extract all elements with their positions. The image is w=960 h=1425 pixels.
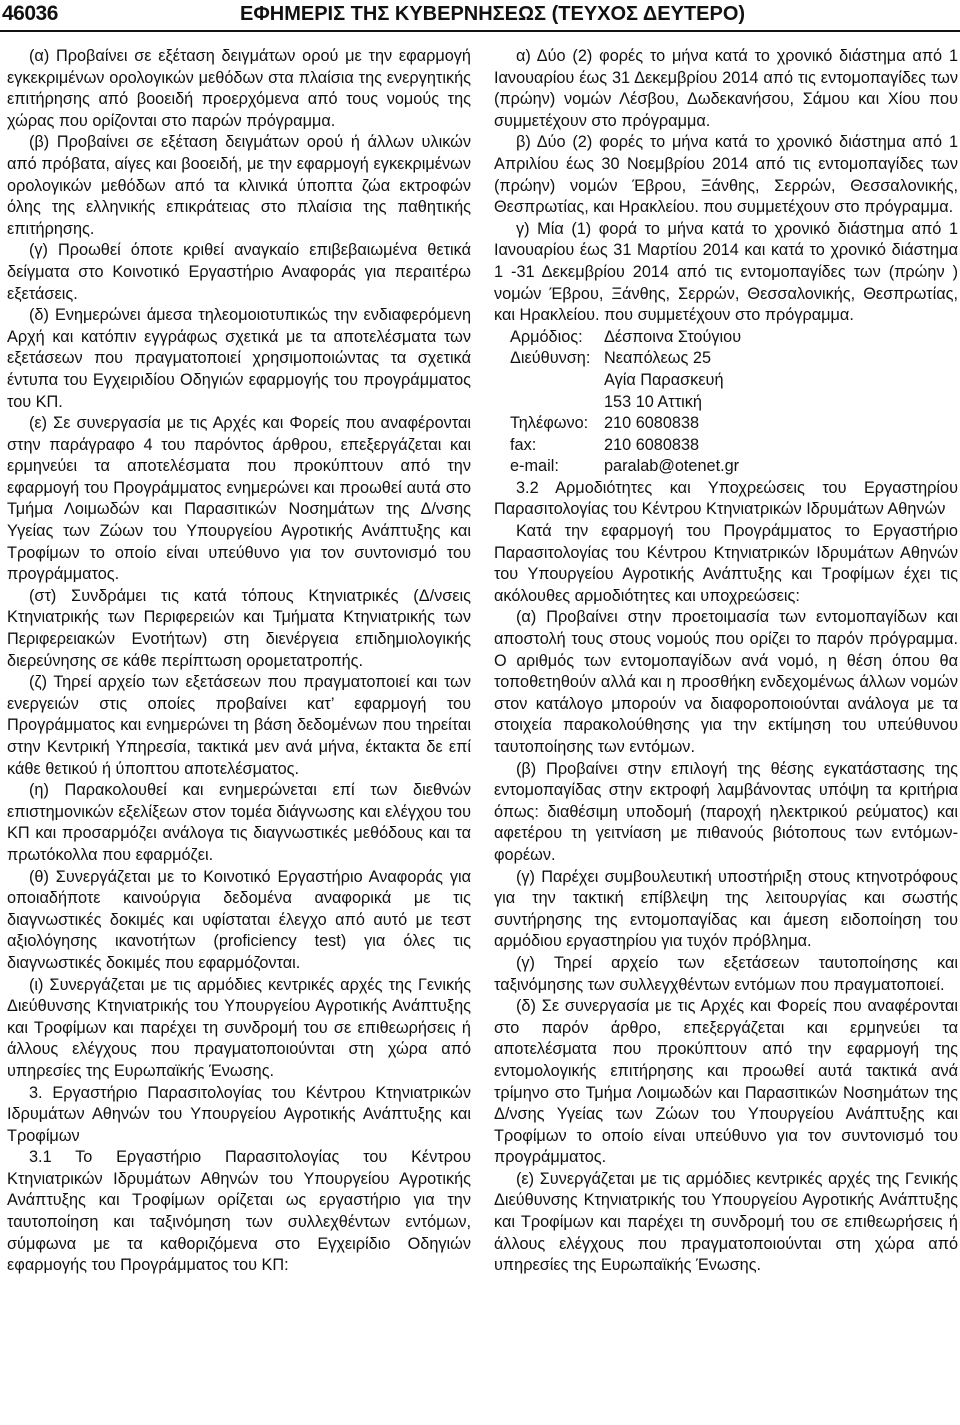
paragraph: (α) Προβαίνει στην προετοιμασία των εντομοπαγίδων και αποστολή τους στους νομούς που ορίζει το παρόν πρόγραμμα. Ο αριθμός των εντομοπαγίδων ανά νομό, η θέση όπου θα τοποθετηθούν αλλά και η προσθήκη ενδεχομένως άλλων νομών στον κατάλογο μπορούν να διαφοροποιούνται ανάλογα με τα στοιχεία παρακολούθησης για την εκτίμηση του υπεύθυνου ταυτοποίησης των εντόμων.: [494, 608, 958, 756]
fax-label: fax:: [510, 435, 537, 454]
header-rule: [0, 30, 960, 32]
phone-label: Τηλέφωνο:: [510, 414, 589, 433]
paragraph: (στ) Συνδράμει τις κατά τόπους Κτηνιατρικές (Δ/νσεις Κτηνιατρικής των Περιφερειών και Τμήματα Κτηνιατρικής των Περιφερειακών Ενοτήτων) στη διενέργεια επιδημιολογικής διερεύνησης σε κάθε περίπτωση ορομετατροπής.: [7, 586, 471, 670]
phone-value: 210 6080838: [604, 414, 700, 433]
paragraph: α) Δύο (2) φορές το μήνα κατά το χρονικό διάστημα από 1 Ιανουαρίου έως 31 Δεκεμβρίου 2014 από τις εντομοπαγίδες των (πρώην) νομών Λέσβου, Δωδεκανήσου, Σάμου και Χίου που συμμετέχουν στο πρόγραμμα.: [494, 47, 958, 130]
address-line: Αγία Παρασκευή: [604, 370, 724, 389]
paragraph: (β) Προβαίνει σε εξέταση δειγμάτων ορού ή άλλων υλικών από πρόβατα, αίγες και βοοειδή, με την εφαρμογή εγκεκριμένων ορολογικών μεθόδων από τα κλινικά ύποπτα ζώα εκτροφών όλης της ελληνικής επικράτειας στο πλαίσια της παθητικής επιτήρησης.: [7, 133, 471, 238]
paragraph: (α) Προβαίνει σε εξέταση δειγμάτων ορού με την εφαρμογή εγκεκριμένων ορολογικών μεθόδων στα πλαίσια της ενεργητικής επιτήρησης από βοοειδή προερχόμενα από τους νομούς της χώρας που ορίζονται στο παρών πρόγραμμα.: [7, 47, 471, 130]
page-number: 46036: [2, 2, 58, 25]
right-column: [494, 46, 958, 1277]
section-heading: 3. Εργαστήριο Παρασιτολογίας του Κέντρου Κτηνιατρικών Ιδρυμάτων Αθηνών του Υπουργείου Αγροτικής Ανάπτυξης και Τροφίμων: [7, 1083, 471, 1145]
paragraph: (γ) Προωθεί όποτε κριθεί αναγκαίο επιβεβαιωμένα θετικά δείγματα στο Κοινοτικό Εργαστήριο Αναφοράς για περαιτέρω εξετάσεις.: [7, 241, 471, 303]
paragraph: γ) Μία (1) φορά το μήνα κατά το χρονικό διάστημα από 1 Ιανουαρίου έως 31 Μαρτίου 2014 και κατά το χρονικό διάστημα 1 -31 Δεκεμβρίου 2014 από τις εντομοπαγίδες των (πρώην ) νομών Έβρου, Ξάνθης, Σερρών, Θεσσαλονικής, Θεσπρωτίας, και Ηρακλείου. που συμμετέχουν στο πρόγραμμα.: [494, 219, 958, 325]
paragraph: (ι) Συνεργάζεται με τις αρμόδιες κεντρικές αρχές της Γενικής Διεύθυνσης Κτηνιατρικής του Υπουργείου Αγροτικής Ανάπτυξης και Τροφίμων και παρέχει τη συνδρομή του σε επιθεωρήσεις ή άλλους ελέγχους που πραγματοποιούνται στη χώρα από υπηρεσίες της Ευρωπαϊκής Ένωσης.: [7, 975, 471, 1080]
section-heading: 3.2 Αρμοδιότητες και Υποχρεώσεις του Εργαστηρίου Παρασιτολογίας του Κέντρου Κτηνιατρικών Ιδρυμάτων Αθηνών: [494, 478, 958, 519]
paragraph: (β) Προβαίνει στην επιλογή της θέσης εγκατάστασης της εντομοπαγίδας στην εκτροφή λαμβάνοντας υπόψη τα κριτήρια όπως: διαθέσιμη υποδομή (παροχή ηλεκτρικού ρεύματος) και αφετέρου τη γειτνίαση με πιθανούς βιότοπους των εντόμων-φορέων.: [494, 759, 958, 864]
email-label: e-mail:: [510, 457, 559, 476]
paragraph: (γ) Παρέχει συμβουλευτική υποστήριξη στους κτηνοτρόφους για την τακτική επίβλεψη της λειτουργίας και σωστής συντήρησης της εντομοπαγίδας και άμεση ειδοποίηση του αρμόδιου εργαστηρίου για τυχόν πρόβλημα.: [494, 867, 958, 951]
paragraph: (θ) Συνεργάζεται με το Κοινοτικό Εργαστήριο Αναφοράς για οποιαδήποτε καινούργια δεδομένα αναφορικά με τις διαγνωστικές δοκιμές και υφίσταται έλεγχο από αυτό με τεστ αξιολόγησης ικανοτήτων (proficiency test) για όλες τις διαγνωστικές δοκιμές που εφαρμόζονται.: [7, 867, 471, 972]
paragraph: (ε) Συνεργάζεται με τις αρμόδιες κεντρικές αρχές της Γενικής Διεύθυνσης Κτηνιατρικής του Υπουργείου Αγροτικής Ανάπτυξης και Τροφίμων και παρέχει τη συνδρομή του σε επιθεωρήσεις ή άλλους ελέγχους που πραγματοποιούνται στη χώρα από υπηρεσίες της Ευρωπαϊκής Ένωσης.: [494, 1169, 958, 1275]
paragraph: (δ) Σε συνεργασία με τις Αρχές και Φορείς που αναφέρονται στο παρόν άρθρο, επεξεργάζεται και ερμηνεύει τα αποτελέσματα που προκύπτουν από την εφαρμογή της εντομολογικής επιτήρησης και προωθεί αυτά τακτικά ανά τρίμηνο στο Τμήμα Λοιμωδών και Παρασιτικών Νοσημάτων της Δ/νσης Υγείας των Ζώων του Υπουργείου Ανάπτυξης και Τροφίμων το οποίο είναι υπεύθυνο για τον συντονισμό του προγράμματος.: [494, 997, 958, 1167]
responsible-label: Αρμόδιος:: [510, 327, 583, 346]
address-label: Διεύθυνση:: [510, 349, 591, 368]
address-line: 153 10 Αττική: [604, 392, 702, 411]
fax-value: 210 6080838: [604, 435, 700, 454]
journal-title: ΕΦΗΜΕΡΙΣ ΤΗΣ ΚΥΒΕΡΝΗΣΕΩΣ (ΤΕΥΧΟΣ ΔΕΥΤΕΡΟ): [240, 3, 746, 25]
paragraph: (η) Παρακολουθεί και ενημερώνεται επί των διεθνών επιστημονικών εξελίξεων στον τομέα διάγνωσης και ελέγχου του ΚΠ και προσαρμόζει ανάλογα τις διαγνωστικές μεθόδους και τα πρωτόκολλα που εφαρμόζει.: [7, 781, 471, 864]
left-column: [7, 46, 471, 1277]
paragraph: (ε) Σε συνεργασία με τις Αρχές και Φορείς που αναφέρονται στην παράγραφο 4 του παρόντος άρθρου, επεξεργάζεται και ερμηνεύει τα αποτελέσματα που προκύπτουν από την εφαρμογή του Προγράμματος ενημερώνει και προωθεί αυτά στο Τμήμα Λοιμωδών και Παρασιτικών Νοσημάτων της Δ/νσης Υγείας των Ζώων του Υπουργείου Αγροτικής Ανάπτυξης και Τροφίμων το οποίο είναι υπεύθυνο για τον συντονισμό του προγράμματος.: [7, 414, 471, 584]
paragraph: β) Δύο (2) φορές το μήνα κατά το χρονικό διάστημα από 1 Απριλίου έως 30 Νοεμβρίου 2014 από τις εντομοπαγίδες των (πρώην) νομών Έβρου, Ξάνθης, Σερρών, Θεσσαλονικής, Θεσπρωτίας, και Ηρακλείου. που συμμετέχουν στο πρόγραμμα.: [494, 133, 958, 217]
paragraph: (δ) Ενημερώνει άμεσα τηλεομοιοτυπικώς την ενδιαφερόμενη Αρχή και κατόπιν εγγράφως σχετικά με τα αποτελέσματα των εξετάσεων που πραγματοποιεί χρησιμοποιώντας τα σχετικά έντυπα του Εγχειριδίου Οδηγιών εφαρμογής του προγράμματος του ΚΠ.: [7, 306, 471, 411]
page-header: [0, 0, 960, 30]
paragraph: (γ) Τηρεί αρχείο των εξετάσεων ταυτοποίησης και ταξινόμησης των συλλεγχθέντων εντόμων που πραγματοποιεί.: [494, 953, 958, 994]
paragraph: 3.1 Το Εργαστήριο Παρασιτολογίας του Κέντρου Κτηνιατρικών Ιδρυμάτων Αθηνών του Υπουργείου Αγροτικής Ανάπτυξης και Τροφίμων ορίζεται ως εργαστήριο για την ταυτοποίηση και ταξινόμηση των συλλεχθέντων εντόμων, σύμφωνα με τα καθοριζόμενα στο Εγχειρίδιο Οδηγιών εφαρμογής του Προγράμματος του ΚΠ:: [7, 1148, 471, 1275]
paragraph: (ζ) Τηρεί αρχείο των εξετάσεων που πραγματοποιεί και των ενεργειών στις οποίες προβαίνει κατ’ εφαρμογή του Προγράμματος και ενημερώνει τη βάση δεδομένων που τηρείται στην Κεντρική Υπηρεσία, τακτικά μεν ανά μήνα, έκτακτα δε επί κάθε θετικού ή ύποπτου αποτελέσματος.: [7, 673, 471, 778]
paragraph: Κατά την εφαρμογή του Προγράμματος το Εργαστήριο Παρασιτολογίας του Κέντρου Κτηνιατρικών Ιδρυμάτων Αθηνών του Υπουργείου Αγροτικής Ανάπτυξης και Τροφίμων έχει τις ακόλουθες αρμοδιότητες και υποχρεώσεις:: [494, 522, 958, 605]
contact-block: [494, 327, 958, 478]
email-value: paralab@otenet.gr: [604, 457, 740, 476]
address-line: Νεαπόλεως 25: [604, 349, 711, 368]
responsible-value: Δέσποινα Στούγιου: [604, 327, 742, 346]
